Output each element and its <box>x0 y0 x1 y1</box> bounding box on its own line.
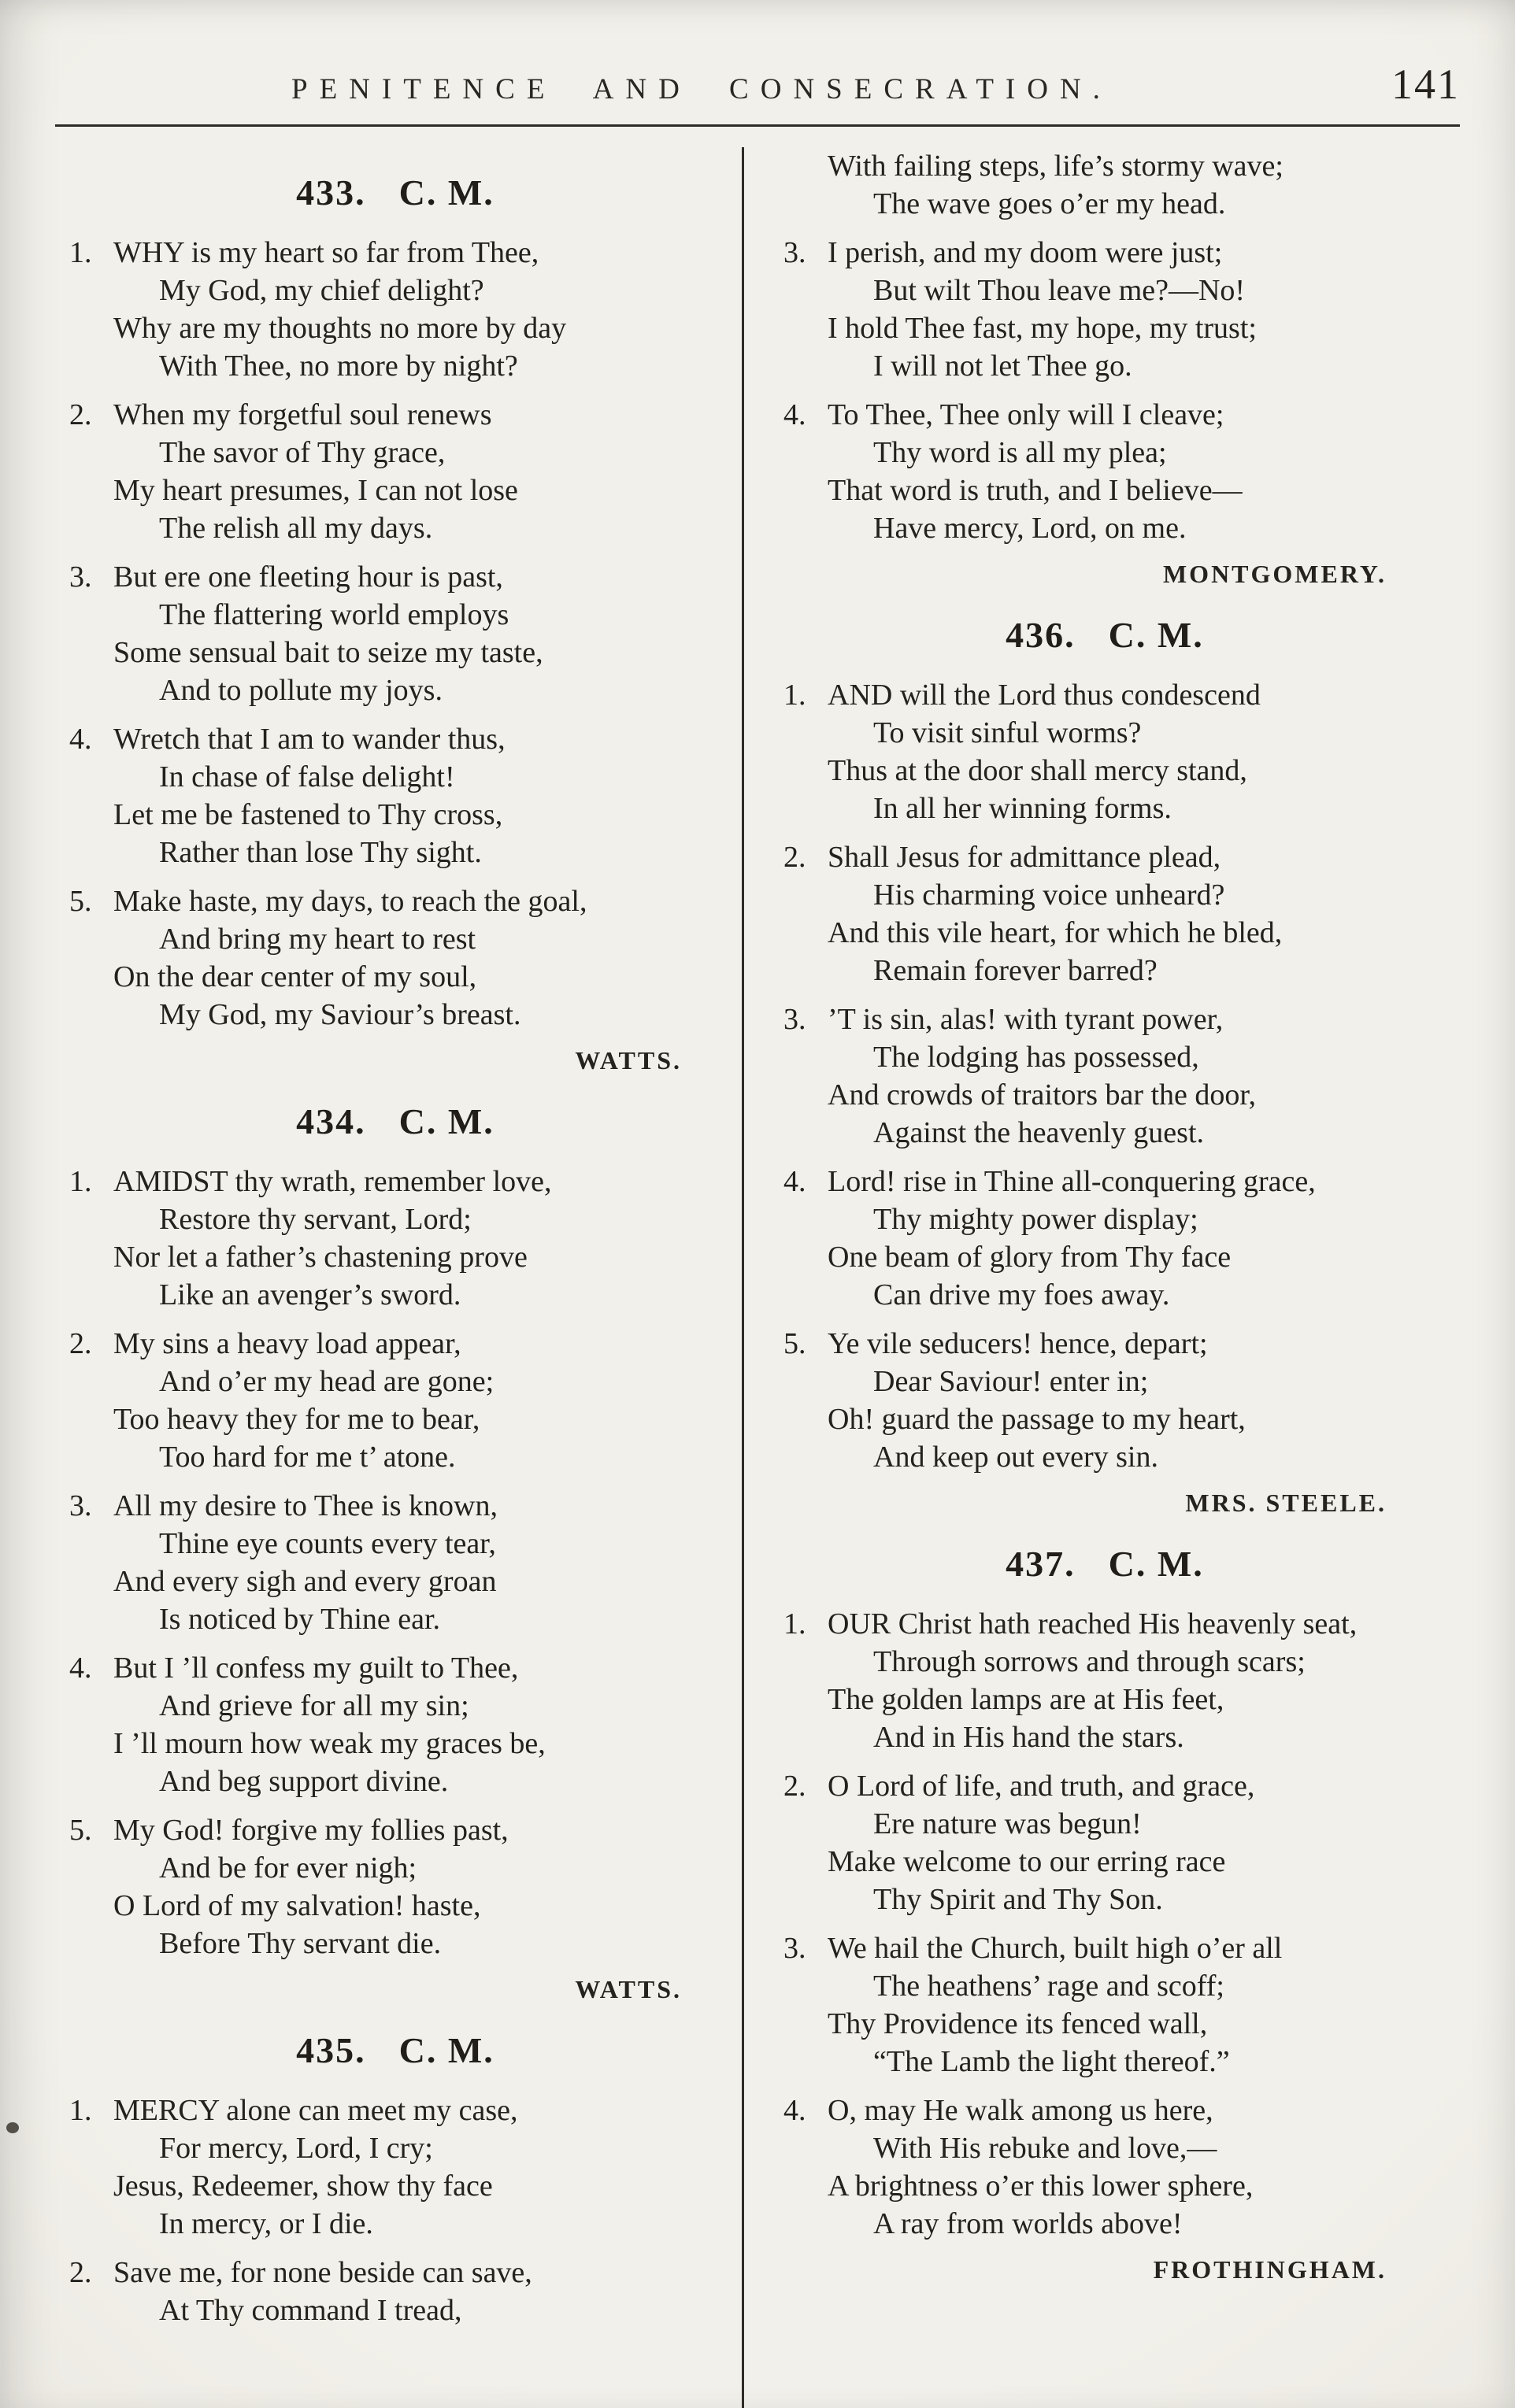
verse-line: Ye vile seducers! hence, depart; <box>828 1327 1208 1360</box>
verse-line: Too hard for me t’ atone. <box>159 1441 456 1474</box>
verse-lines <box>113 234 723 385</box>
verse <box>782 1929 1428 2081</box>
verse-line: Thine eye counts every tear, <box>159 1527 496 1560</box>
verse-line: Through sorrows and through scars; <box>873 1645 1306 1678</box>
verse-line: When my forgetful soul renews <box>113 398 492 431</box>
verse-line: All my desire to Thee is known, <box>113 1489 498 1522</box>
verse-lines <box>113 1649 723 1800</box>
verse-number <box>782 147 828 223</box>
attribution: MRS. STEELE. <box>1185 1489 1387 1517</box>
verse-line: Make welcome to our erring race <box>828 1845 1226 1878</box>
verse <box>68 558 723 709</box>
verse-line: To Thee, Thee only will I cleave; <box>828 398 1224 431</box>
verse-line: A ray from worlds above! <box>873 2207 1183 2240</box>
verse-number: 4. <box>783 1165 806 1198</box>
verse-line: AMIDST thy wrath, remember love, <box>113 1165 552 1198</box>
verse-lines <box>828 1001 1428 1152</box>
verse-number: 5. <box>69 1814 92 1847</box>
verse-line: My God, my Saviour’s breast. <box>159 998 521 1031</box>
verse-line: And every sigh and every groan <box>113 1565 497 1598</box>
verse-line: The wave goes o’er my head. <box>873 187 1226 220</box>
verse-line: And grieve for all my sin; <box>159 1689 469 1722</box>
verse-lines <box>113 882 723 1034</box>
verse-line: And bring my heart to rest <box>159 923 476 956</box>
verse-line: Lord! rise in Thine all-conquering grace, <box>828 1165 1316 1198</box>
verse-line: The heathens’ rage and scoff; <box>873 1970 1224 2003</box>
verse-line: I perish, and my doom were just; <box>828 236 1223 269</box>
page-header <box>55 60 1460 109</box>
verse <box>782 1605 1428 1756</box>
verse-line: WHY is my heart so far from Thee, <box>113 236 539 269</box>
verse <box>68 2254 723 2329</box>
hymn-number: 436. <box>1006 615 1076 655</box>
verse-line: With failing steps, life’s stormy wave; <box>828 150 1283 183</box>
verse-number: 3. <box>69 1489 92 1522</box>
hymn-title <box>68 2029 723 2073</box>
verse-line: Thus at the door shall mercy stand, <box>828 754 1247 787</box>
verse-lines <box>828 396 1428 547</box>
verse-number: 3. <box>783 1003 806 1036</box>
verse-lines <box>828 1929 1428 2081</box>
verse-number: 4. <box>783 2094 806 2127</box>
verse-line: And to pollute my joys. <box>159 674 443 707</box>
verse-lines <box>828 1163 1428 1314</box>
verse-line: O Lord of my salvation! haste, <box>113 1889 481 1922</box>
verse-lines <box>113 1487 723 1638</box>
verse-line: But ere one fleeting hour is past, <box>113 560 503 594</box>
verse-lines <box>113 1811 723 1962</box>
verse-line: My God! forgive my follies past, <box>113 1814 509 1847</box>
verse-number: 1. <box>69 1165 92 1198</box>
verse-line: Thy mighty power display; <box>873 1203 1198 1236</box>
hymn-title <box>68 171 723 215</box>
verse-line: Thy Providence its fenced wall, <box>828 2007 1208 2040</box>
verse-number: 4. <box>69 723 92 756</box>
verse-line: Too heavy they for me to bear, <box>113 1403 480 1436</box>
verse-line: O, may He walk among us here, <box>828 2094 1213 2127</box>
verse-line: Wretch that I am to wander thus, <box>113 723 506 756</box>
verse-line: The golden lamps are at His feet, <box>828 1683 1224 1716</box>
verse-line: On the dear center of my soul, <box>113 960 477 993</box>
verse-number: 1. <box>783 679 806 712</box>
verse-line: One beam of glory from Thy face <box>828 1241 1232 1274</box>
verse-line: AND will the Lord thus condescend <box>828 679 1261 712</box>
verse-number: 2. <box>69 2256 92 2289</box>
verse <box>782 396 1428 547</box>
verse-line: I hold Thee fast, my hope, my trust; <box>828 312 1257 345</box>
verse <box>782 838 1428 989</box>
verse-lines <box>828 676 1428 827</box>
verse-line: And in His hand the stars. <box>873 1721 1184 1754</box>
header-rule <box>55 124 1460 127</box>
verse <box>68 234 723 385</box>
verse <box>782 1163 1428 1314</box>
verse-line: Have mercy, Lord, on me. <box>873 512 1187 545</box>
verse-line: Thy Spirit and Thy Son. <box>873 1883 1163 1916</box>
verse-line: ’T is sin, alas! with tyrant power, <box>828 1003 1224 1036</box>
hymn-meter: C. M. <box>398 172 495 213</box>
verse-line: The flattering world employs <box>159 598 509 631</box>
verse-line: “The Lamb the light thereof.” <box>873 2045 1230 2078</box>
verse-line: OUR Christ hath reached His heavenly seat, <box>828 1607 1358 1640</box>
verse <box>68 1325 723 1476</box>
verse <box>782 1325 1428 1476</box>
verse-line: Let me be fastened to Thy cross, <box>113 798 503 831</box>
verse-line: Shall Jesus for admittance plead, <box>828 841 1221 874</box>
verse-line: Oh! guard the passage to my heart, <box>828 1403 1246 1436</box>
verse-number: 1. <box>69 236 92 269</box>
verse-line: My sins a heavy load appear, <box>113 1327 461 1360</box>
verse-number: 4. <box>69 1652 92 1685</box>
verse-line: Why are my thoughts no more by day <box>113 312 567 345</box>
hymn-columns <box>55 147 1460 2408</box>
verse-line: Some sensual bait to seize my taste, <box>113 636 543 669</box>
verse-line: Ere nature was begun! <box>873 1807 1142 1840</box>
verse-line: Against the heavenly guest. <box>873 1116 1205 1149</box>
verse-line: Can drive my foes away. <box>873 1278 1170 1311</box>
verse-line: My God, my chief delight? <box>159 274 484 307</box>
verse-lines <box>828 234 1428 385</box>
attribution: FROTHINGHAM. <box>1153 2255 1387 2284</box>
hymn-number: 437. <box>1006 1544 1076 1584</box>
verse-line: Like an avenger’s sword. <box>159 1278 461 1311</box>
verse-line: I ’ll mourn how weak my graces be, <box>113 1727 546 1760</box>
verse-lines <box>113 558 723 709</box>
verse-number: 2. <box>69 398 92 431</box>
verse-lines <box>828 1767 1428 1918</box>
verse <box>782 676 1428 827</box>
hymn-meter: C. M. <box>398 2030 495 2070</box>
verse <box>782 234 1428 385</box>
verse-line: We hail the Church, built high o’er all <box>828 1932 1283 1965</box>
verse-line: And keep out every sin. <box>873 1441 1158 1474</box>
verse <box>68 2092 723 2243</box>
verse-line: MERCY alone can meet my case, <box>113 2094 518 2127</box>
verse <box>782 147 1428 223</box>
verse <box>782 1001 1428 1152</box>
verse-number: 4. <box>783 398 806 431</box>
left-column <box>55 147 742 2408</box>
verse-lines <box>828 147 1428 223</box>
verse-line: O Lord of life, and truth, and grace, <box>828 1770 1255 1803</box>
verse <box>68 1487 723 1638</box>
verse-number: 1. <box>69 2094 92 2127</box>
verse <box>68 1811 723 1962</box>
hymn-number: 434. <box>296 1101 366 1141</box>
verse-number: 3. <box>783 236 806 269</box>
verse-line: My heart presumes, I can not lose <box>113 474 518 507</box>
verse-line: To visit sinful worms? <box>873 716 1142 749</box>
hymn-title <box>782 1542 1428 1586</box>
verse <box>68 1649 723 1800</box>
verse-line: Remain forever barred? <box>873 954 1158 987</box>
verse-lines <box>113 2092 723 2243</box>
verse-line: And be for ever nigh; <box>159 1851 417 1885</box>
verse-line: Save me, for none beside can save, <box>113 2256 532 2289</box>
verse <box>68 720 723 871</box>
verse-line: His charming voice unheard? <box>873 878 1225 912</box>
scan-speck <box>6 2122 19 2133</box>
hymn-meter: C. M. <box>1108 1544 1204 1584</box>
hymn-meter: C. M. <box>398 1101 495 1141</box>
verse-line: Make haste, my days, to reach the goal, <box>113 885 587 918</box>
hymn-title <box>68 1100 723 1144</box>
verse-line: Restore thy servant, Lord; <box>159 1203 472 1236</box>
attribution: MONTGOMERY. <box>1162 560 1387 588</box>
verse-lines <box>828 838 1428 989</box>
verse-line: For mercy, Lord, I cry; <box>159 2132 433 2165</box>
verse-number: 3. <box>69 560 92 594</box>
verse-line: In mercy, or I die. <box>159 2207 373 2240</box>
verse-line: Jesus, Redeemer, show thy face <box>113 2169 493 2203</box>
verse-number: 5. <box>783 1327 806 1360</box>
verse-line: Rather than lose Thy sight. <box>159 836 482 869</box>
verse-line: But wilt Thou leave me?—No! <box>873 274 1246 307</box>
verse-line: And o’er my head are gone; <box>159 1365 495 1398</box>
verse-number: 5. <box>69 885 92 918</box>
verse-lines <box>828 1605 1428 1756</box>
verse-line: With Thee, no more by night? <box>159 350 518 383</box>
verse-number: 3. <box>783 1932 806 1965</box>
running-head: PENITENCE AND CONSECRATION. <box>291 73 1112 105</box>
hymn-title <box>782 613 1428 657</box>
verse-line: With His rebuke and love,— <box>873 2132 1217 2165</box>
verse-lines <box>828 1325 1428 1476</box>
verse-line: I will not let Thee go. <box>873 350 1132 383</box>
verse-lines <box>113 2254 723 2329</box>
verse-line: The savor of Thy grace, <box>159 436 446 469</box>
verse <box>68 882 723 1034</box>
verse-line: Nor let a father’s chastening prove <box>113 1241 528 1274</box>
verse-number: 1. <box>783 1607 806 1640</box>
verse <box>782 2092 1428 2243</box>
verse <box>68 1163 723 1314</box>
verse-line: In chase of false delight! <box>159 760 455 793</box>
hymn-number: 433. <box>296 172 366 213</box>
hymn-number: 435. <box>296 2030 366 2070</box>
verse-line: A brightness o’er this lower sphere, <box>828 2169 1254 2203</box>
verse-line: And this vile heart, for which he bled, <box>828 916 1283 949</box>
right-column <box>744 147 1431 2408</box>
hymn-meter: C. M. <box>1108 615 1204 655</box>
verse-line: But I ’ll confess my guilt to Thee, <box>113 1652 519 1685</box>
page-number: 141 <box>1391 61 1460 108</box>
verse <box>782 1767 1428 1918</box>
verse-line: Is noticed by Thine ear. <box>159 1603 441 1636</box>
verse-lines <box>113 1325 723 1476</box>
verse-line: Before Thy servant die. <box>159 1927 442 1960</box>
verse-number: 2. <box>69 1327 92 1360</box>
verse-number: 2. <box>783 1770 806 1803</box>
verse-lines <box>828 2092 1428 2243</box>
verse-line: In all her winning forms. <box>873 792 1172 825</box>
verse-line: And crowds of traitors bar the door, <box>828 1078 1257 1112</box>
attribution: WATTS. <box>575 1975 682 2003</box>
verse-line: And beg support divine. <box>159 1765 449 1798</box>
verse-lines <box>113 396 723 547</box>
verse-line: That word is truth, and I believe— <box>828 474 1243 507</box>
verse-lines <box>113 1163 723 1314</box>
verse-line: The relish all my days. <box>159 512 433 545</box>
verse-number: 2. <box>783 841 806 874</box>
verse-line: The lodging has possessed, <box>873 1041 1199 1074</box>
attribution: WATTS. <box>575 1046 682 1075</box>
verse-line: Dear Saviour! enter in; <box>873 1365 1149 1398</box>
verse <box>68 396 723 547</box>
verse-line: Thy word is all my plea; <box>873 436 1167 469</box>
verse-line: At Thy command I tread, <box>159 2294 462 2327</box>
verse-lines <box>113 720 723 871</box>
